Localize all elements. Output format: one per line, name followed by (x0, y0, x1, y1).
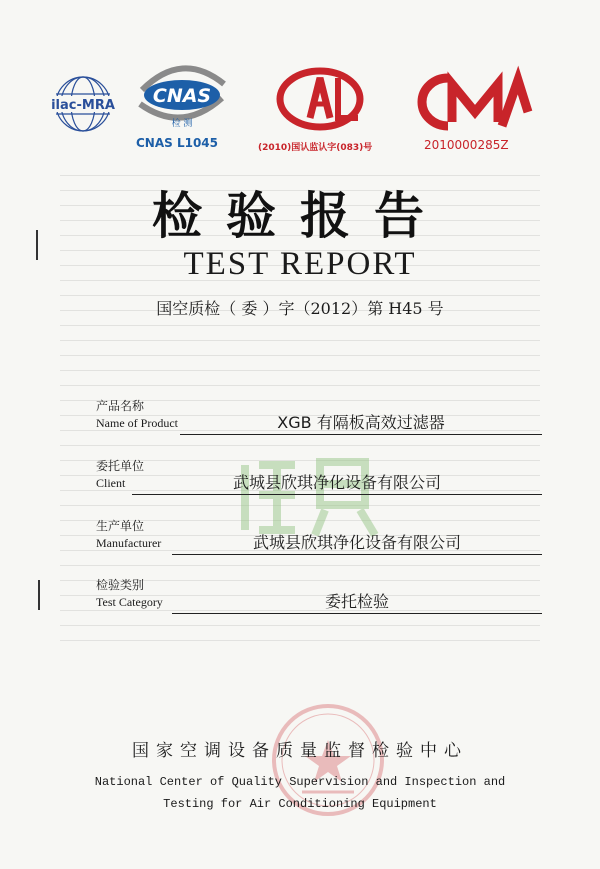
field-label-cn: 产品名称 (96, 399, 145, 413)
accreditation-logos (0, 60, 600, 170)
field-product-name (96, 397, 546, 435)
svg-text:CAL: CAL (318, 134, 322, 135)
field-value: 武城县欣琪净化设备有限公司 (252, 533, 461, 552)
field-label-cn: 生产单位 (96, 519, 145, 533)
field-value: 武城县欣琪净化设备有限公司 (232, 473, 441, 492)
report-number: 国空质检（ 委 ）字（2012）第 H45 号 (156, 299, 444, 318)
svg-text:CMA: CMA (473, 131, 477, 132)
organization-name-en-line2: Testing for Air Conditioning Equipment (163, 797, 437, 811)
cma-logo-icon (420, 72, 530, 136)
cal-logo-icon (270, 64, 370, 138)
field-label-cn: 委托单位 (96, 459, 145, 473)
cma-caption: 2010000285Z (424, 138, 509, 152)
cal-caption: (2010)国认监认字(083)号 (258, 143, 373, 153)
field-client (96, 457, 546, 495)
field-label-en: Name of Product (96, 416, 178, 430)
field-label-en: Test Category (96, 595, 163, 609)
organization-name-en (0, 771, 600, 815)
svg-text:检 测: 检 测 (171, 119, 193, 129)
binding-mark (38, 580, 40, 610)
field-test-category (96, 576, 546, 614)
cnas-caption: CNAS L1045 (136, 136, 219, 150)
field-value: 委托检验 (324, 592, 389, 611)
field-label-en: Manufacturer (96, 536, 162, 550)
field-value: XGB 有隔板高效过滤器 (277, 413, 445, 432)
cnas-logo-icon (132, 60, 232, 134)
field-label-en: Client (96, 476, 126, 490)
report-title-cn: 检验报告 (152, 187, 448, 245)
organization-name-cn: 国家空调设备质量监督检验中心 (132, 741, 468, 761)
field-manufacturer (96, 517, 546, 555)
organization-name-en-line1: National Center of Quality Supervision and Inspection and (94, 775, 506, 789)
ilac-mra-logo-icon (38, 74, 128, 138)
svg-text:CNAS: CNAS (152, 85, 212, 107)
report-title-en: TEST REPORT (183, 246, 417, 282)
field-label-cn: 检验类别 (96, 578, 145, 592)
svg-text:ilac-MRA: ilac-MRA (51, 98, 115, 113)
